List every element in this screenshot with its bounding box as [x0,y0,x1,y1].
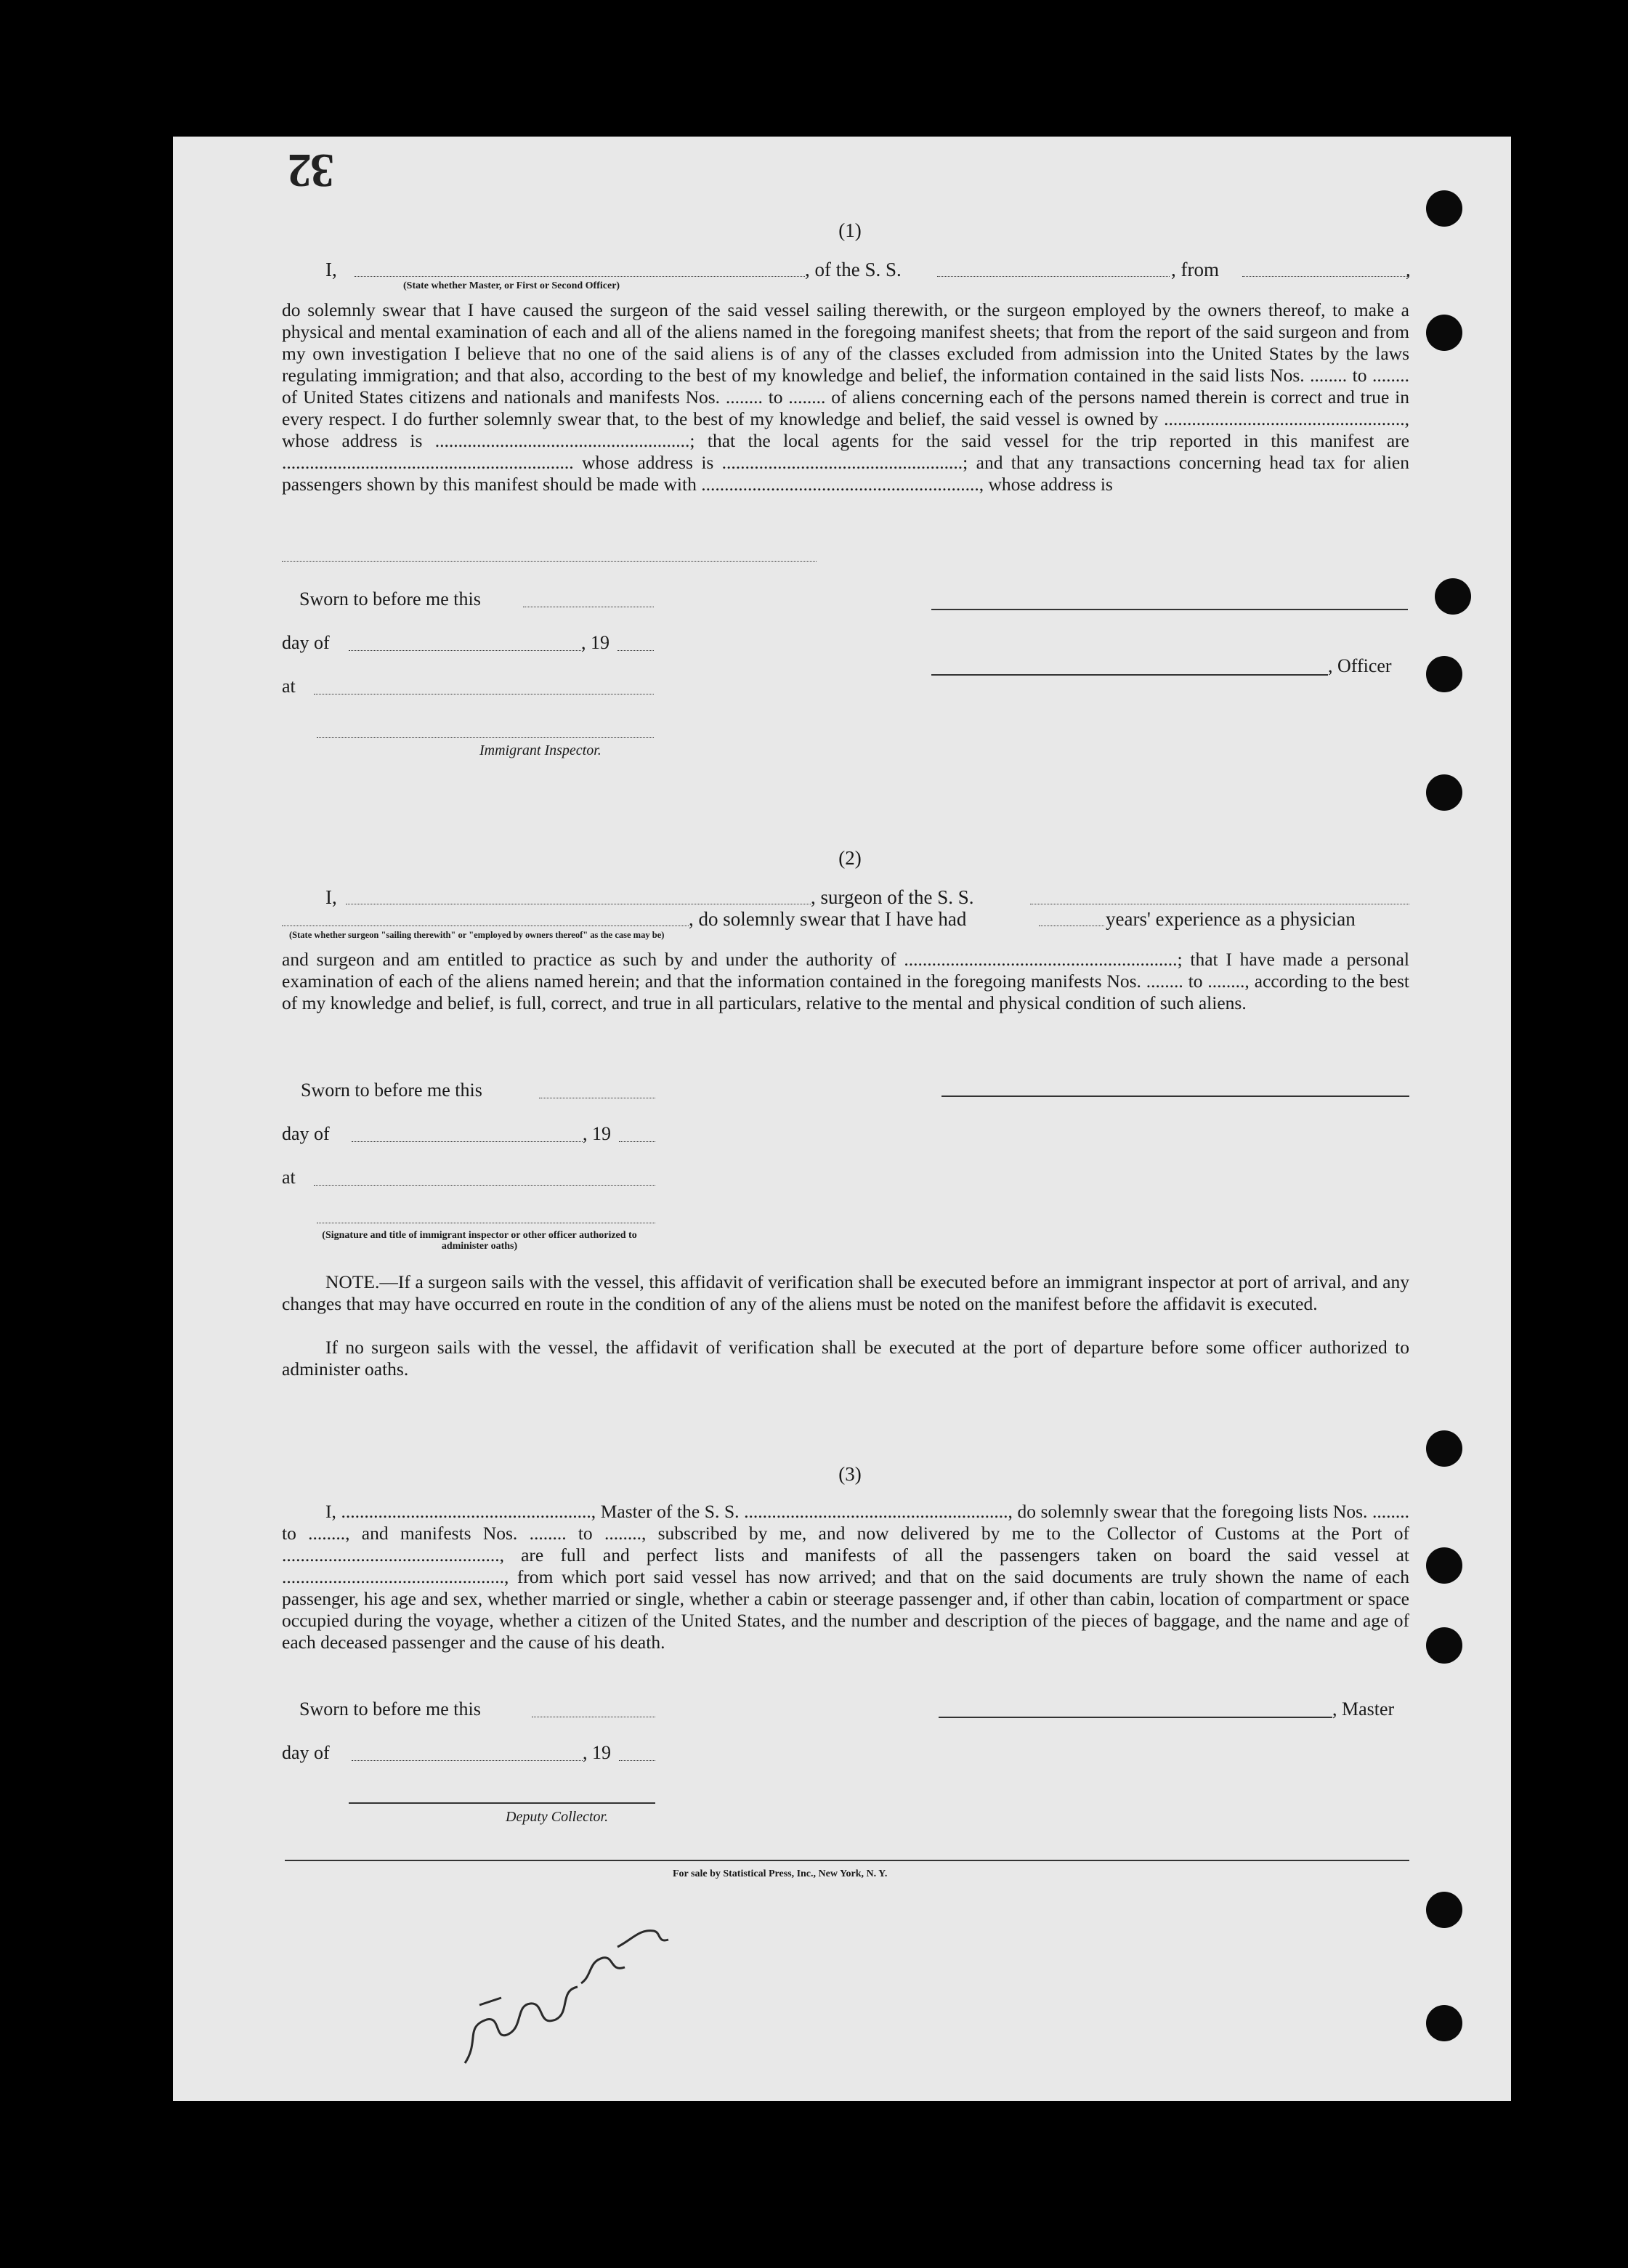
s2-note-2: If no surgeon sails with the vessel, the affidavit of verification shall be executed at the port of departure before some officer authorized to administer oaths. [282,1337,1409,1380]
s1-inspector-label: Immigrant Inspector. [479,742,602,758]
s1-officer-label: , Officer [1328,655,1392,676]
punch-hole [1435,578,1471,615]
s1-officer-signature-line[interactable] [931,609,1408,610]
s3-year-label: , 19 [583,1742,611,1763]
s3-oath-body: I, ......................................................, Master of the S. S. ........................................................., do solemnly swear that the foregoing lists Nos. ........ to ........, and manifests Nos. ........ to ........, subscribed by me, and now delivered by me to the Collector of Customs at the Port of ..............................................., are full and perfect lists and manifests of all the passengers taken on board the said vessel at ................................................, from which port said vessel has now arrived; and that on the said documents are truly shown the name of each passenger, his age and sex, whether married or single, whether a cabin or steerage passenger and, if other than cabin, location of compartment or space occupied during the voyage, whether a citizen of the United States, and the number and description of the pieces of baggage, and the name and age of each deceased passenger and the cause of his death. [282,1501,1409,1653]
section-3-title: (3) [838,1463,862,1485]
s3-master-label: , Master [1332,1698,1395,1720]
s1-of-ss-label: , of the S. S. [805,259,902,280]
s2-note-1: NOTE.—If a surgeon sails with the vessel, this affidavit of verification shall be executed before an immigrant inspector at port of arrival, and any changes that may have occurred en route in the condition of any of the aliens must be noted on the manifest before the affidavit is executed. [282,1271,1409,1314]
s2-sworn-label: Sworn to before me this [301,1080,482,1101]
punch-hole [1426,656,1462,692]
s1-from-field[interactable] [1242,276,1408,277]
s1-comma: , [1406,259,1411,280]
s1-address-field[interactable] [282,561,817,562]
punch-hole [1426,774,1462,811]
s2-i-label: I, [325,886,337,908]
s1-ship-name-field[interactable] [937,276,1170,277]
s1-day-of-label: day of [282,632,330,653]
s1-inspector-signature-line[interactable] [317,737,654,738]
s1-at-label: at [282,676,296,697]
s3-day-of-label: day of [282,1742,330,1763]
section-2-title: (2) [838,847,862,869]
s1-i-label: I, [325,259,337,280]
punch-hole [1426,190,1462,227]
section-1-title: (1) [838,219,862,241]
s2-years-label: years' experience as a physician [1106,908,1356,930]
s1-day-field[interactable] [349,650,581,651]
s2-year-label: , 19 [583,1123,611,1144]
s3-deputy-signature-line[interactable] [349,1802,655,1804]
handwriting-mark [436,1918,697,2078]
punch-hole [1426,1547,1462,1584]
s1-oath-body: do solemnly swear that I have caused the surgeon of the said vessel sailing therewith, or the surgeon employed by the owners thereof, to make a physical and mental examination of each and all of the aliens named in the foregoing manifest sheets; that from the report of the said surgeon and from my own investigation I believe that no one of the said aliens is of any of the classes excluded from admission into the United States by the laws regulating immigration; and that also, according to the best of my knowledge and belief, the information contained in the said lists Nos. ........ to ........ of United States citizens and nationals and manifests Nos. ........ to ........ of aliens concerning each of the persons named therein is correct and true in every respect. I do further solemnly swear that, to the best of my knowledge and belief, the said vessel is owned by ...................................................., whose address is .......................................................; that the local agents for the said vessel for the trip reported in this manifest are ............................................................... whose address is ....................................................; and that any transactions concerning head tax for alien passengers shown by this manifest should be made with ............................................................, whose address is [282,299,1409,495]
punch-hole [1426,1892,1462,1928]
s3-master-signature-line[interactable] [939,1717,1332,1718]
s1-officer-title-field[interactable] [355,276,805,277]
footer-rule [285,1860,1409,1861]
s2-sub-note: (State whether surgeon "sailing therewith" or "employed by owners thereof" as the case may be) [289,930,665,940]
s2-sig-note: (Signature and title of immigrant inspector or other officer authorized to administer oaths) [322,1230,637,1252]
s3-day-field[interactable] [352,1760,583,1761]
s3-deputy-label: Deputy Collector. [506,1809,609,1825]
s2-day-field[interactable] [352,1141,583,1142]
s2-year-field[interactable] [619,1141,655,1142]
s1-from-label: , from [1171,259,1219,280]
s2-at-field[interactable] [314,1185,655,1186]
s1-year-field[interactable] [617,650,654,651]
punch-hole [1426,1627,1462,1664]
s2-surgeon-of-label: , surgeon of the S. S. [811,886,974,908]
s3-year-field[interactable] [619,1760,655,1761]
s2-swear-label: , do solemnly swear that I have had [689,908,967,930]
s2-surgeon-signature-line[interactable] [941,1095,1409,1097]
footer-imprint: For sale by Statistical Press, Inc., New York, N. Y. [673,1868,888,1879]
s1-officer-line[interactable] [931,674,1328,676]
s3-sworn-label: Sworn to before me this [299,1698,481,1720]
s2-day-of-label: day of [282,1123,330,1144]
s1-sub-note: (State whether Master, or First or Second Officer) [403,280,620,291]
punch-hole [1426,2005,1462,2041]
punch-hole [1426,1430,1462,1467]
punch-hole [1426,315,1462,351]
s2-at-label: at [282,1167,296,1188]
s2-oath-body: and surgeon and am entitled to practice as such by and under the authority of ...........................................................; that I have made a personal examination of each of the aliens named herein; and that the information contained in the foregoing manifests Nos. ........ to ........, according to the best of my knowledge and belief, is full, correct, and true in all particulars, relative to the mental and physical condition of such aliens. [282,949,1409,1013]
s1-sworn-label: Sworn to before me this [299,588,481,609]
page-number: 32 [289,144,334,197]
s1-year-label: , 19 [581,632,610,653]
